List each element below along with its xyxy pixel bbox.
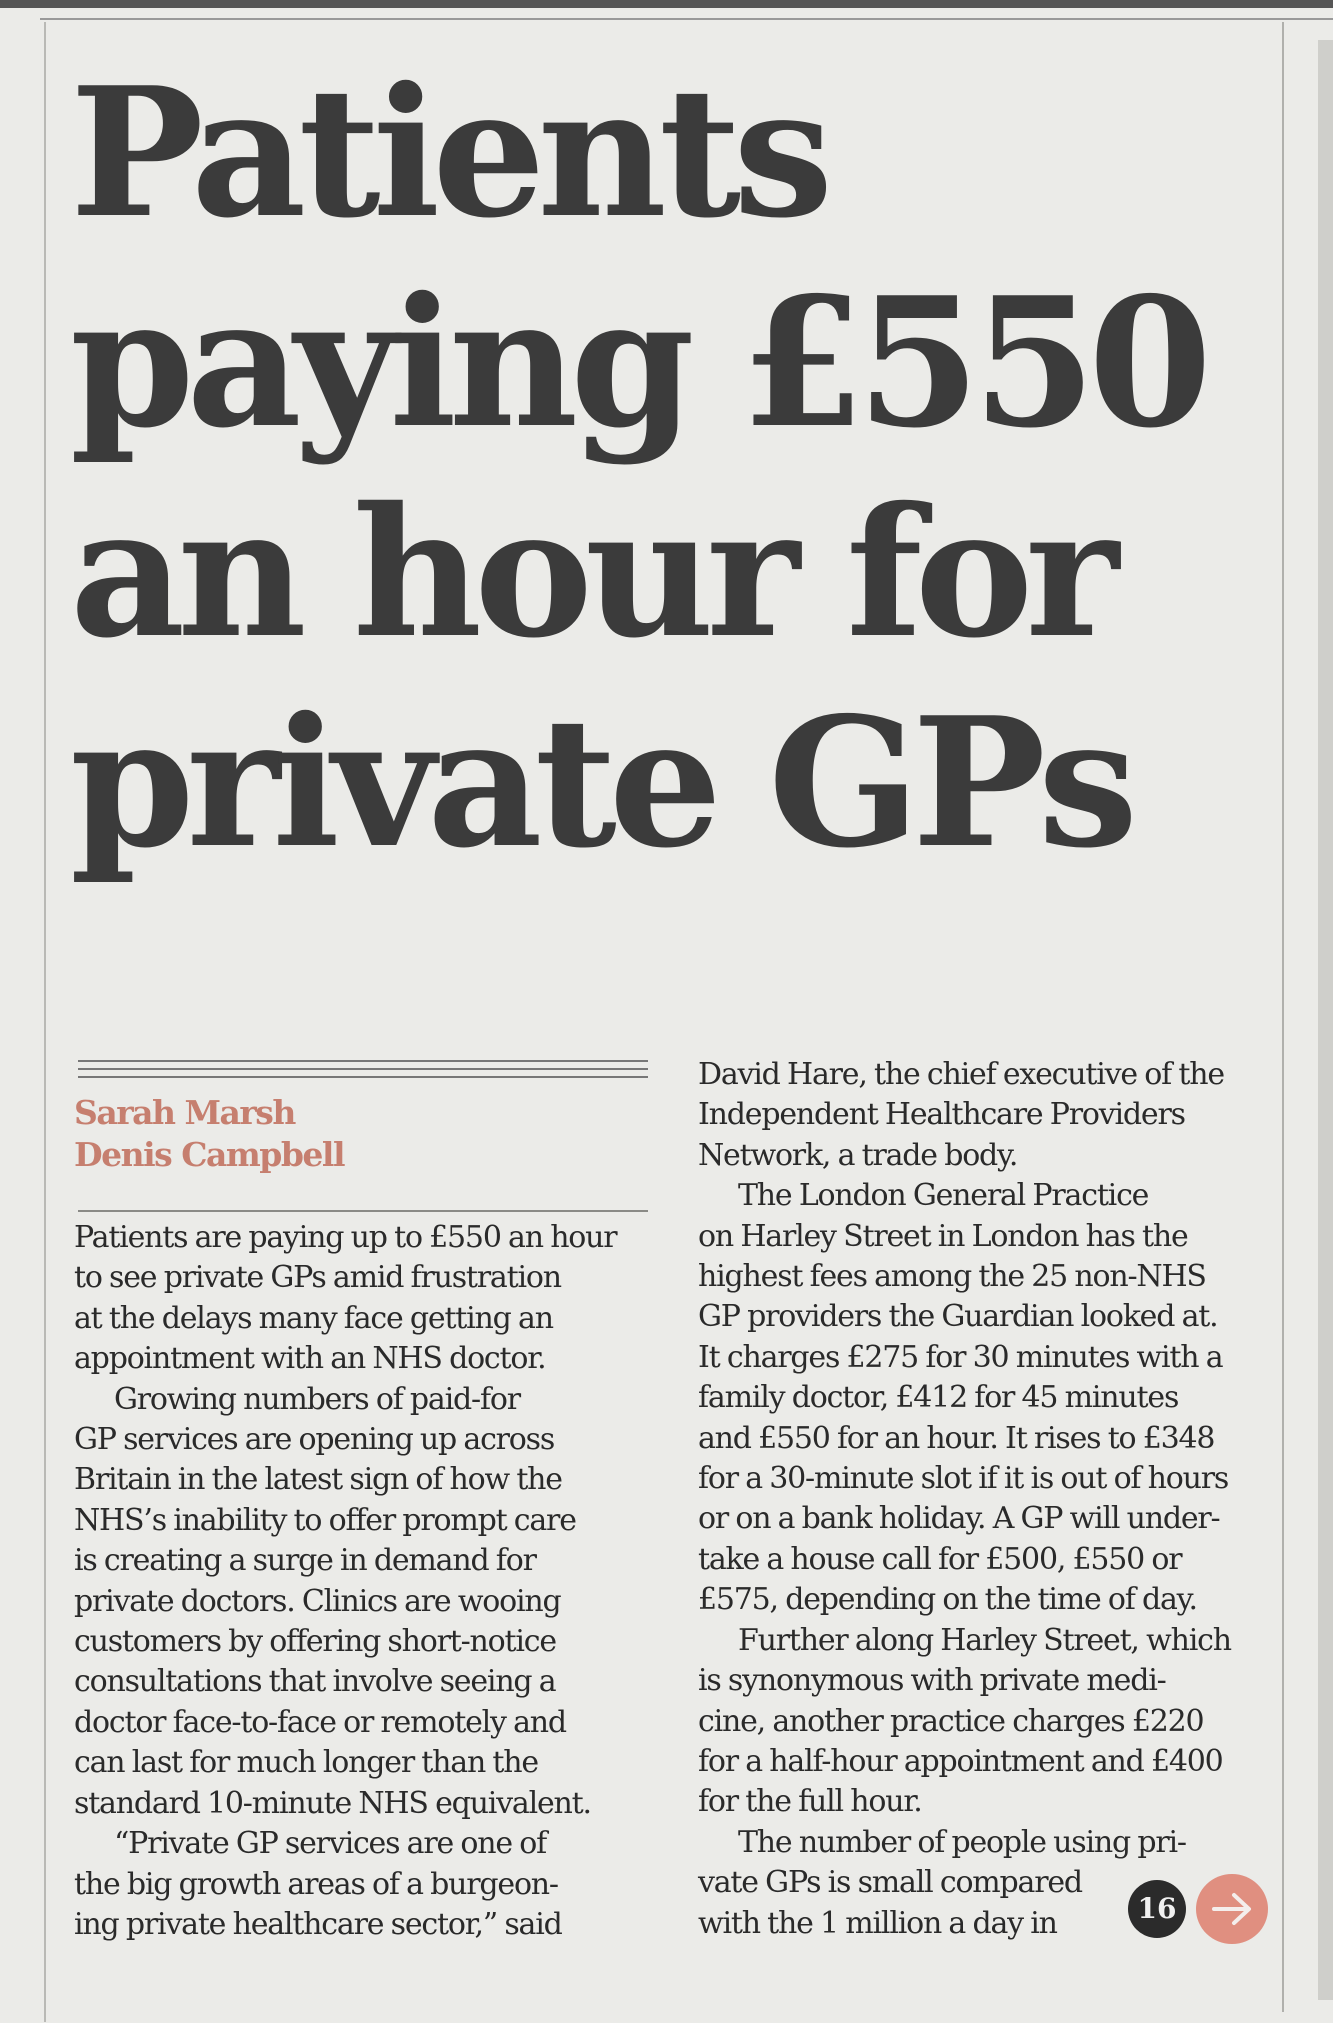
body-line: for the full hour. [698,1784,922,1820]
body-line: take a house call for £500, £550 or [698,1541,1182,1577]
top-rule [0,0,1333,8]
body-column-1 [74,1218,654,1945]
body-line: standard 10-minute NHS equivalent. [74,1785,591,1821]
body-line: It charges £275 for 30 minutes with a [698,1339,1223,1375]
headline-line: an hour for [70,468,1112,677]
body-line: consultations that involve seeing a [74,1664,556,1700]
body-line: The number of people using pri- [738,1824,1186,1860]
body-line: can last for much longer than the [74,1745,538,1781]
body-line: ing private healthcare sector,” said [74,1906,562,1942]
continued-page-badge: 16 [1128,1880,1186,1938]
body-line: doctor face-to-face or remotely and [74,1704,566,1740]
body-line: and £550 for an hour. It rises to £348 [698,1420,1215,1456]
body-line: Network, a trade body. [698,1137,1018,1173]
body-line: “Private GP services are one of [114,1826,546,1862]
body-line: for a 30-minute slot if it is out of hours [698,1461,1229,1497]
body-line: with the 1 million a day in [698,1905,1057,1941]
byline-rules [78,1060,648,1086]
headline [70,48,1270,888]
body-line: vate GPs is small compared [698,1865,1082,1901]
body-line: Independent Healthcare Providers [698,1097,1185,1133]
right-column-rule [1282,22,1284,2012]
body-line: is synonymous with private medi- [698,1663,1166,1699]
body-line: to see private GPs amid frustration [74,1260,561,1296]
body-line: £575, depending on the time of day. [698,1582,1197,1618]
headline-line: private GPs [70,678,1131,887]
body-line: for a half-hour appointment and £400 [698,1743,1223,1779]
byline-divider [78,1210,648,1212]
body-line: Further along Harley Street, which [738,1622,1231,1658]
body-line: NHS’s inability to offer prompt care [74,1502,576,1538]
body-line: the big growth areas of a burgeon- [74,1866,558,1902]
body-line: or on a bank holiday. A GP will under- [698,1501,1220,1537]
body-line: is creating a surge in demand for [74,1543,536,1579]
body-line: Britain in the latest sign of how the [74,1462,562,1498]
arrow-right-icon [1196,1874,1268,1944]
body-line: at the delays many face getting an [74,1300,553,1336]
body-line: customers by offering short-notice [74,1624,556,1660]
body-line: family doctor, £412 for 45 minutes [698,1380,1179,1416]
body-line: appointment with an NHS doctor. [74,1341,546,1377]
author-name: Denis Campbell [74,1135,344,1174]
headline-line: Patients [70,48,826,257]
byline [74,1092,654,1176]
left-column-rule [44,22,46,2022]
adjacent-page-edge [1318,40,1333,2000]
headline-line: paying £550 [70,258,1205,467]
top-thin-rule [40,18,1333,20]
author-name: Sarah Marsh [74,1093,295,1132]
body-line: The London General Practice [738,1178,1149,1214]
body-line: cine, another practice charges £220 [698,1703,1204,1739]
body-line: GP providers the Guardian looked at. [698,1299,1218,1335]
body-line: highest fees among the 25 non-NHS [698,1259,1206,1295]
body-line: Growing numbers of paid-for [114,1381,520,1417]
body-line: private doctors. Clinics are wooing [74,1583,561,1619]
body-column-2 [698,1055,1278,1944]
body-line: David Hare, the chief executive of the [698,1057,1224,1092]
body-line: on Harley Street in London has the [698,1218,1188,1254]
body-line: Patients are paying up to £550 an hour [74,1220,617,1255]
body-line: GP services are opening up across [74,1422,555,1458]
